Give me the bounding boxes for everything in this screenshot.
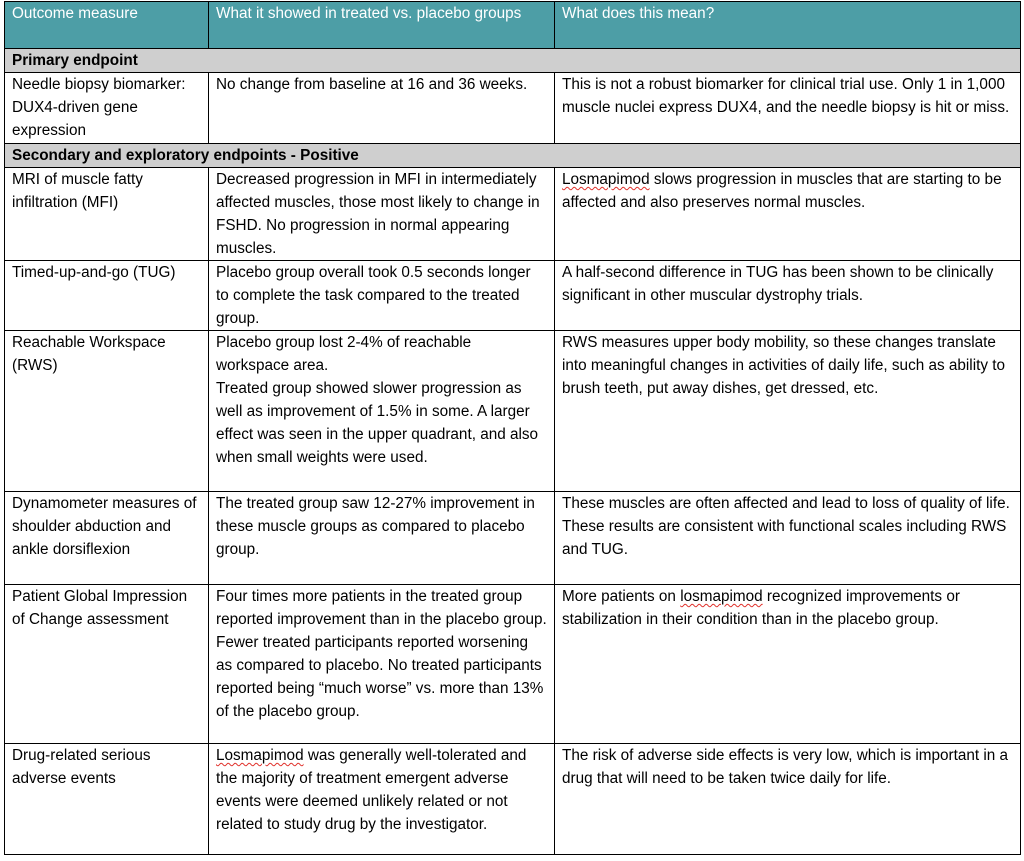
outcome-cell: Drug-related serious adverse events — [5, 744, 209, 855]
table-header — [5, 2, 1021, 49]
meaning-cell: The risk of adverse side effects is very low, which is important in a drug that will need to be taken twice daily for life. — [555, 744, 1021, 855]
meaning-text: More patients on — [562, 588, 681, 605]
result-cell: Decreased progression in MFI in intermediately affected muscles, those most likely to change in FSHD. No progression in normal appearing muscles. — [209, 168, 555, 261]
drug-name-spellcheck: Losmapimod — [216, 747, 304, 764]
meaning-cell: A half-second difference in TUG has been shown to be clinically significant in other muscular dystrophy trials. — [555, 261, 1021, 331]
outcome-cell: MRI of muscle fatty infiltration (MFI) — [5, 168, 209, 261]
header-treated-vs-placebo: What it showed in treated vs. placebo groups — [209, 2, 555, 49]
table-row — [5, 492, 1021, 585]
outcomes-table — [4, 1, 1021, 855]
meaning-cell — [555, 168, 1021, 261]
meaning-cell: RWS measures upper body mobility, so these changes translate into meaningful changes in activities of daily life, such as ability to brush teeth, put away dishes, get dressed, etc. — [555, 331, 1021, 492]
outcome-cell: Dynamometer measures of shoulder abduction and ankle dorsiflexion — [5, 492, 209, 585]
outcome-cell: Reachable Workspace (RWS) — [5, 331, 209, 492]
section-row-primary — [5, 49, 1021, 73]
header-outcome-measure: Outcome measure — [5, 2, 209, 49]
meaning-text: recognized improvements or stabilization in their condition than in the placebo group. — [562, 588, 960, 628]
header-row — [5, 2, 1021, 49]
section-row-secondary — [5, 144, 1021, 168]
meaning-text: slows progression in muscles that are starting to be affected and also preserves normal muscles. — [562, 171, 1002, 211]
meaning-cell — [555, 585, 1021, 744]
meaning-cell: This is not a robust biomarker for clinical trial use. Only 1 in 1,000 muscle nuclei express DUX4, and the needle biopsy is hit or miss. — [555, 73, 1021, 144]
section-label-primary: Primary endpoint — [5, 49, 1021, 73]
result-cell — [209, 331, 555, 492]
drug-name-spellcheck: Losmapimod — [562, 171, 650, 188]
meaning-cell: These muscles are often affected and lead to loss of quality of life. These results are consistent with functional scales including RWS and TUG. — [555, 492, 1021, 585]
drug-name-spellcheck: losmapimod — [680, 588, 763, 605]
table-row — [5, 261, 1021, 331]
result-text: was generally well-tolerated and the majority of treatment emergent adverse events were deemed unlikely related or not related to study drug by the investigator. — [216, 747, 527, 833]
result-line: Placebo group lost 2-4% of reachable workspace area. — [216, 334, 472, 374]
result-cell — [209, 744, 555, 855]
result-cell: Four times more patients in the treated group reported improvement than in the placebo group. Fewer treated participants reported worsening as compared to placebo. No treated participants reported being “much worse” vs. more than 13% of the placebo group. — [209, 585, 555, 744]
table-row — [5, 168, 1021, 261]
result-cell: No change from baseline at 16 and 36 weeks. — [209, 73, 555, 144]
header-what-does-this-mean: What does this mean? — [555, 2, 1021, 49]
table-row — [5, 585, 1021, 744]
table-row — [5, 331, 1021, 492]
result-cell: Placebo group overall took 0.5 seconds longer to complete the task compared to the treated group. — [209, 261, 555, 331]
table-row — [5, 744, 1021, 855]
result-line: Treated group showed slower progression as well as improvement of 1.5% in some. A larger effect was seen in the upper quadrant, and also when small weights were used. — [216, 380, 539, 466]
result-cell: The treated group saw 12-27% improvement in these muscle groups as compared to placebo group. — [209, 492, 555, 585]
outcome-cell: Needle biopsy biomarker: DUX4-driven gene expression — [5, 73, 209, 144]
outcome-cell: Timed-up-and-go (TUG) — [5, 261, 209, 331]
table-row — [5, 73, 1021, 144]
outcome-cell: Patient Global Impression of Change assessment — [5, 585, 209, 744]
section-label-secondary: Secondary and exploratory endpoints - Positive — [5, 144, 1021, 168]
